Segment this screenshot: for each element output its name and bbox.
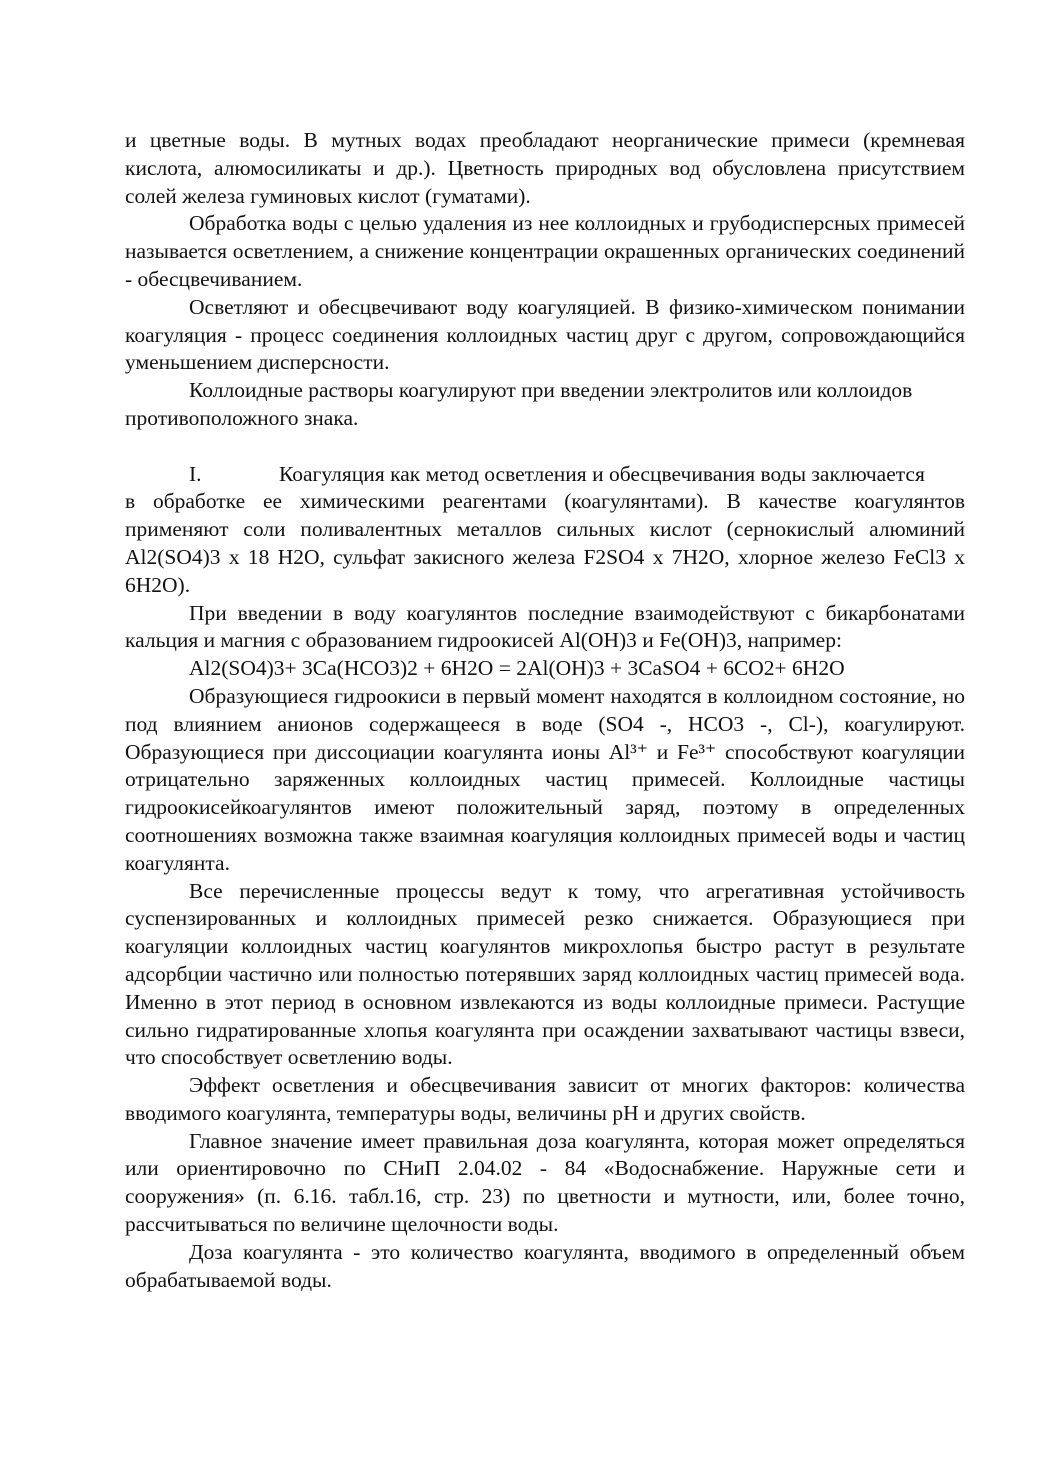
paragraph-7: Все перечисленные процессы ведут к тому, что агрегативная устойчивость суспензированных и коллоидных примесей резко снижается. Образующиеся при коагуляции коллоидных частиц коагулянтов микрохлопья быстро растут в результате адсорбции частично или полностью потерявших заряд коллоидных частиц примесей вода. Именно в этот период в основном извлекаются из воды коллоидные примеси. Растущие сильно гидратированные хлопья коагулянта при осаждении захватывают частицы взвеси, что способствует осветлению воды. <box>125 878 965 1070</box>
numbered-item-line <box>125 461 1029 489</box>
paragraph-4: Коллоидные растворы коагулируют при введении электролитов или коллоидов противоположного знака. <box>125 378 913 430</box>
blank-line <box>125 433 965 461</box>
paragraph-9: Главное значение имеет правильная доза коагулянта, которая может определяться или ориентировочно по СНиП 2.04.02 - 84 «Водоснабжение. Наружные сети и сооружения» (п. 6.16. табл.16, стр. 23) по цветности и мутности, или, более точно, рассчитываться по величине щелочности воды. <box>125 1128 965 1237</box>
paragraph-3: Осветляют и обесцвечивают воду коагуляцией. В физико-химическом понимании коагуляция - процесс соединения коллоидных частиц друг с другом, сопровождающийся уменьшением дисперсности. <box>125 294 965 375</box>
paragraph-6: Образующиеся гидроокиси в первый момент находятся в коллоидном состояние, но под влиянием анионов содержащееся в воде (SO4 -, HCO3 -, Cl-), коагулируют. Образующиеся при диссоциации коагулянта ионы Al³⁺ и Fe³⁺ способствуют коагуляции отрицательно заряженных коллоидных частиц примесей. Коллоидные частицы гидроокисейкоагулянтов имеют положительный заряд, поэтому в определенных соотношениях возможна также взаимная коагуляция коллоидных примесей воды и частиц коагулянта. <box>125 683 965 875</box>
paragraph-1: и цветные воды. В мутных водах преобладают неорганические примеси (кремневая кислота, алюмосиликаты и др.). Цветность природных вод обусловлена присутствием солей железа гуминовых кислот (гуматами). <box>125 128 965 208</box>
item-number: I. <box>189 461 202 486</box>
paragraph-2: Обработка воды с целью удаления из нее коллоидных и грубодисперсных примесей называется осветлением, а снижение концентрации окрашенных органических соединений - обесцвечиванием. <box>125 211 965 291</box>
reaction-formula: Al2(SO4)3+ 3Ca(HCO3)2 + 6H2O = 2Al(OH)3 + 3CaSO4 + 6CO2+ 6H2O <box>189 656 845 681</box>
paragraph-10: Доза коагулянта - это количество коагулянта, вводимого в определенный объем обрабатываемой воды. <box>125 1239 965 1292</box>
paragraph-5: При введении в воду коагулянтов последние взаимодействуют с бикарбонатами кальция и магния с образованием гидроокисей Al(OH)3 и Fe(OH)3, например: <box>125 600 965 653</box>
numbered-item-body: в обработке ее химическими реагентами (коагулянтами). В качестве коагулянтов применяют соли поливалентных металлов сильных кислот (сернокислый алюминий Al2(SO4)3 x 18 H2O, сульфат закисного железа F2SO4 x 7H2O, хлорное железо FeCl3 x 6H2O). <box>125 489 965 597</box>
paragraph-8: Эффект осветления и обесцвечивания зависит от многих факторов: количества вводимого коагулянта, температуры воды, величины pH и других свойств. <box>125 1073 965 1125</box>
item-first-line: Коагуляция как метод осветления и обесцвечивания воды заключается <box>279 461 925 486</box>
document-page <box>125 127 965 1294</box>
